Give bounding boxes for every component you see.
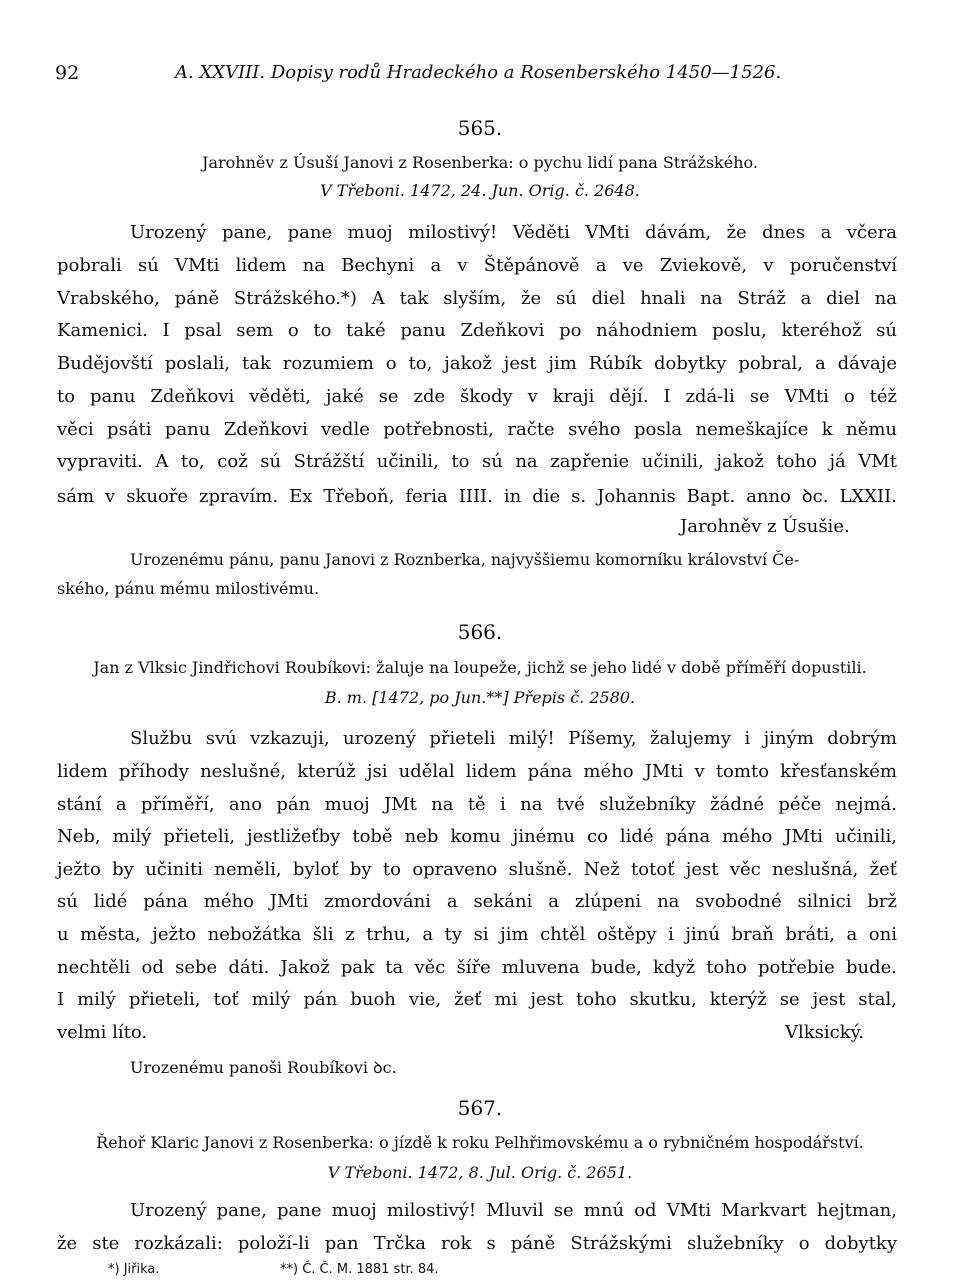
letter-summary: Jarohněv z Úsuší Janovi z Rosenberka: o pychu lidí pana Strážského. <box>202 153 758 172</box>
text-line: velmi líto. <box>57 1022 148 1043</box>
letter-summary: Jan z Vlksic Jindřichovi Roubíkovi: žaluje na loupeže, jichž se jeho lidé v době příměří dopustili. <box>93 658 867 677</box>
letter-number: 565. <box>457 116 503 140</box>
footnote: **) Č. Č. M. 1881 str. 84. <box>280 1262 439 1277</box>
letter-summary: Řehoř Klaric Janovi z Rosenberka: o jízdě k roku Pelhřimovskému a o rybničném hospodářství. <box>96 1133 864 1152</box>
letter-number: 567. <box>457 1096 503 1120</box>
page-header <box>55 62 895 92</box>
letter-source: V Třeboni. 1472, 8. Jul. Orig. č. 2651. <box>327 1163 633 1182</box>
text-line: Vrabského, páně Strážského.*) A tak slyším, že sú diel hnali na Stráž a diel na <box>57 288 897 309</box>
letter-signature: Jarohněv z Úsušie. <box>680 516 850 537</box>
letter-number: 566. <box>457 620 503 644</box>
letter-address: Urozenému pánu, panu Janovi z Roznberka, najvyššiemu komorníku království Če- <box>130 550 800 569</box>
text-line: sú lidé pána mého JMti zmordováni a sekáni a zlúpeni na svobodné silnici brž <box>57 891 897 912</box>
letter-address: ského, pánu mému milostivému. <box>57 579 320 598</box>
text-line: vypraviti. A to, což sú Strážští učinili, to sú na zapřenie učinili, jakož toho já VMt <box>57 451 897 472</box>
text-line: nechtěli od sebe dáti. Jakož pak ta věc šíře mluvena bude, když toho potřebie bude. <box>57 957 897 978</box>
running-title: A. XXVIII. Dopisy rodů Hradeckého a Rosenberského 1450—1526. <box>175 62 782 83</box>
text-line: lidem příhody neslušné, kterúž jsi udělal lidem pána mého JMti v tomto křesťanském <box>57 761 897 782</box>
text-line: u města, ježto nebožátka šli z trhu, a ty si jim chtěl oštěpy i jinú braň bráti, a oni <box>57 924 897 945</box>
text-line: Urozený pane, pane muoj milostivý! Mluvil se mnú od VMti Markvart hejtman, <box>130 1200 897 1221</box>
text-line: Službu svú vzkazuji, urozený přieteli milý! Píšemy, žalujemy i jiným dobrým <box>130 728 897 749</box>
letter-source: B. m. [1472, po Jun.**] Přepis č. 2580. <box>324 688 636 707</box>
footnote: *) Jiřika. <box>108 1262 160 1277</box>
page-number: 92 <box>55 62 80 84</box>
letter-source: V Třeboni. 1472, 24. Jun. Orig. č. 2648. <box>320 181 640 200</box>
text-line: to panu Zdeňkovi věděti, jaké se zde škody v kraji dějí. I zdá-li se VMti o též <box>57 386 897 407</box>
letter-address: Urozenému panoši Roubíkovi ꝺc. <box>130 1058 397 1077</box>
text-line: stání a příměří, ano pán muoj JMt na tě i na tvé služebníky žádné péče nejmá. <box>57 794 897 815</box>
text-line: ježto by učiniti neměli, byloť by to opraveno slušně. Než totoť jest věc neslušná, žeť <box>57 859 897 880</box>
text-line: sám v skuoře zpravím. Ex Třeboň, feria IIII. in die s. Johannis Bapt. anno ꝺc. LXXII. <box>57 486 897 507</box>
text-line: Urozený pane, pane muoj milostivý! Věděti VMti dávám, že dnes a včera <box>130 222 897 243</box>
text-line: Kamenici. I psal sem o to také panu Zdeňkovi po náhodniem poslu, kteréhož sú <box>57 320 897 341</box>
text-line: Budějovští poslali, tak rozumiem o to, jakož jest jim Rúbík dobytky pobral, a dávaje <box>57 353 897 374</box>
text-line: Neb, milý přieteli, jestližeťby tobě neb komu jinému co lidé pána mého JMti učinili, <box>57 826 897 847</box>
text-line: I milý přieteli, toť milý pán buoh vie, žeť mi jest toho skutku, kterýž se jest stal, <box>57 989 897 1010</box>
text-line: věci psáti panu Zdeňkovi vedle potřebnosti, račte svého posla nemeškajíce k němu <box>57 419 897 440</box>
letter-signature: Vlksický. <box>785 1022 865 1043</box>
text-line: že ste rozkázali: položí-li pan Trčka rok s páně Strážskými služebníky o dobytky <box>57 1233 897 1254</box>
text-line: pobrali sú VMti lidem na Bechyni a v Štěpánově a ve Zviekově, v poručenství <box>57 255 897 276</box>
